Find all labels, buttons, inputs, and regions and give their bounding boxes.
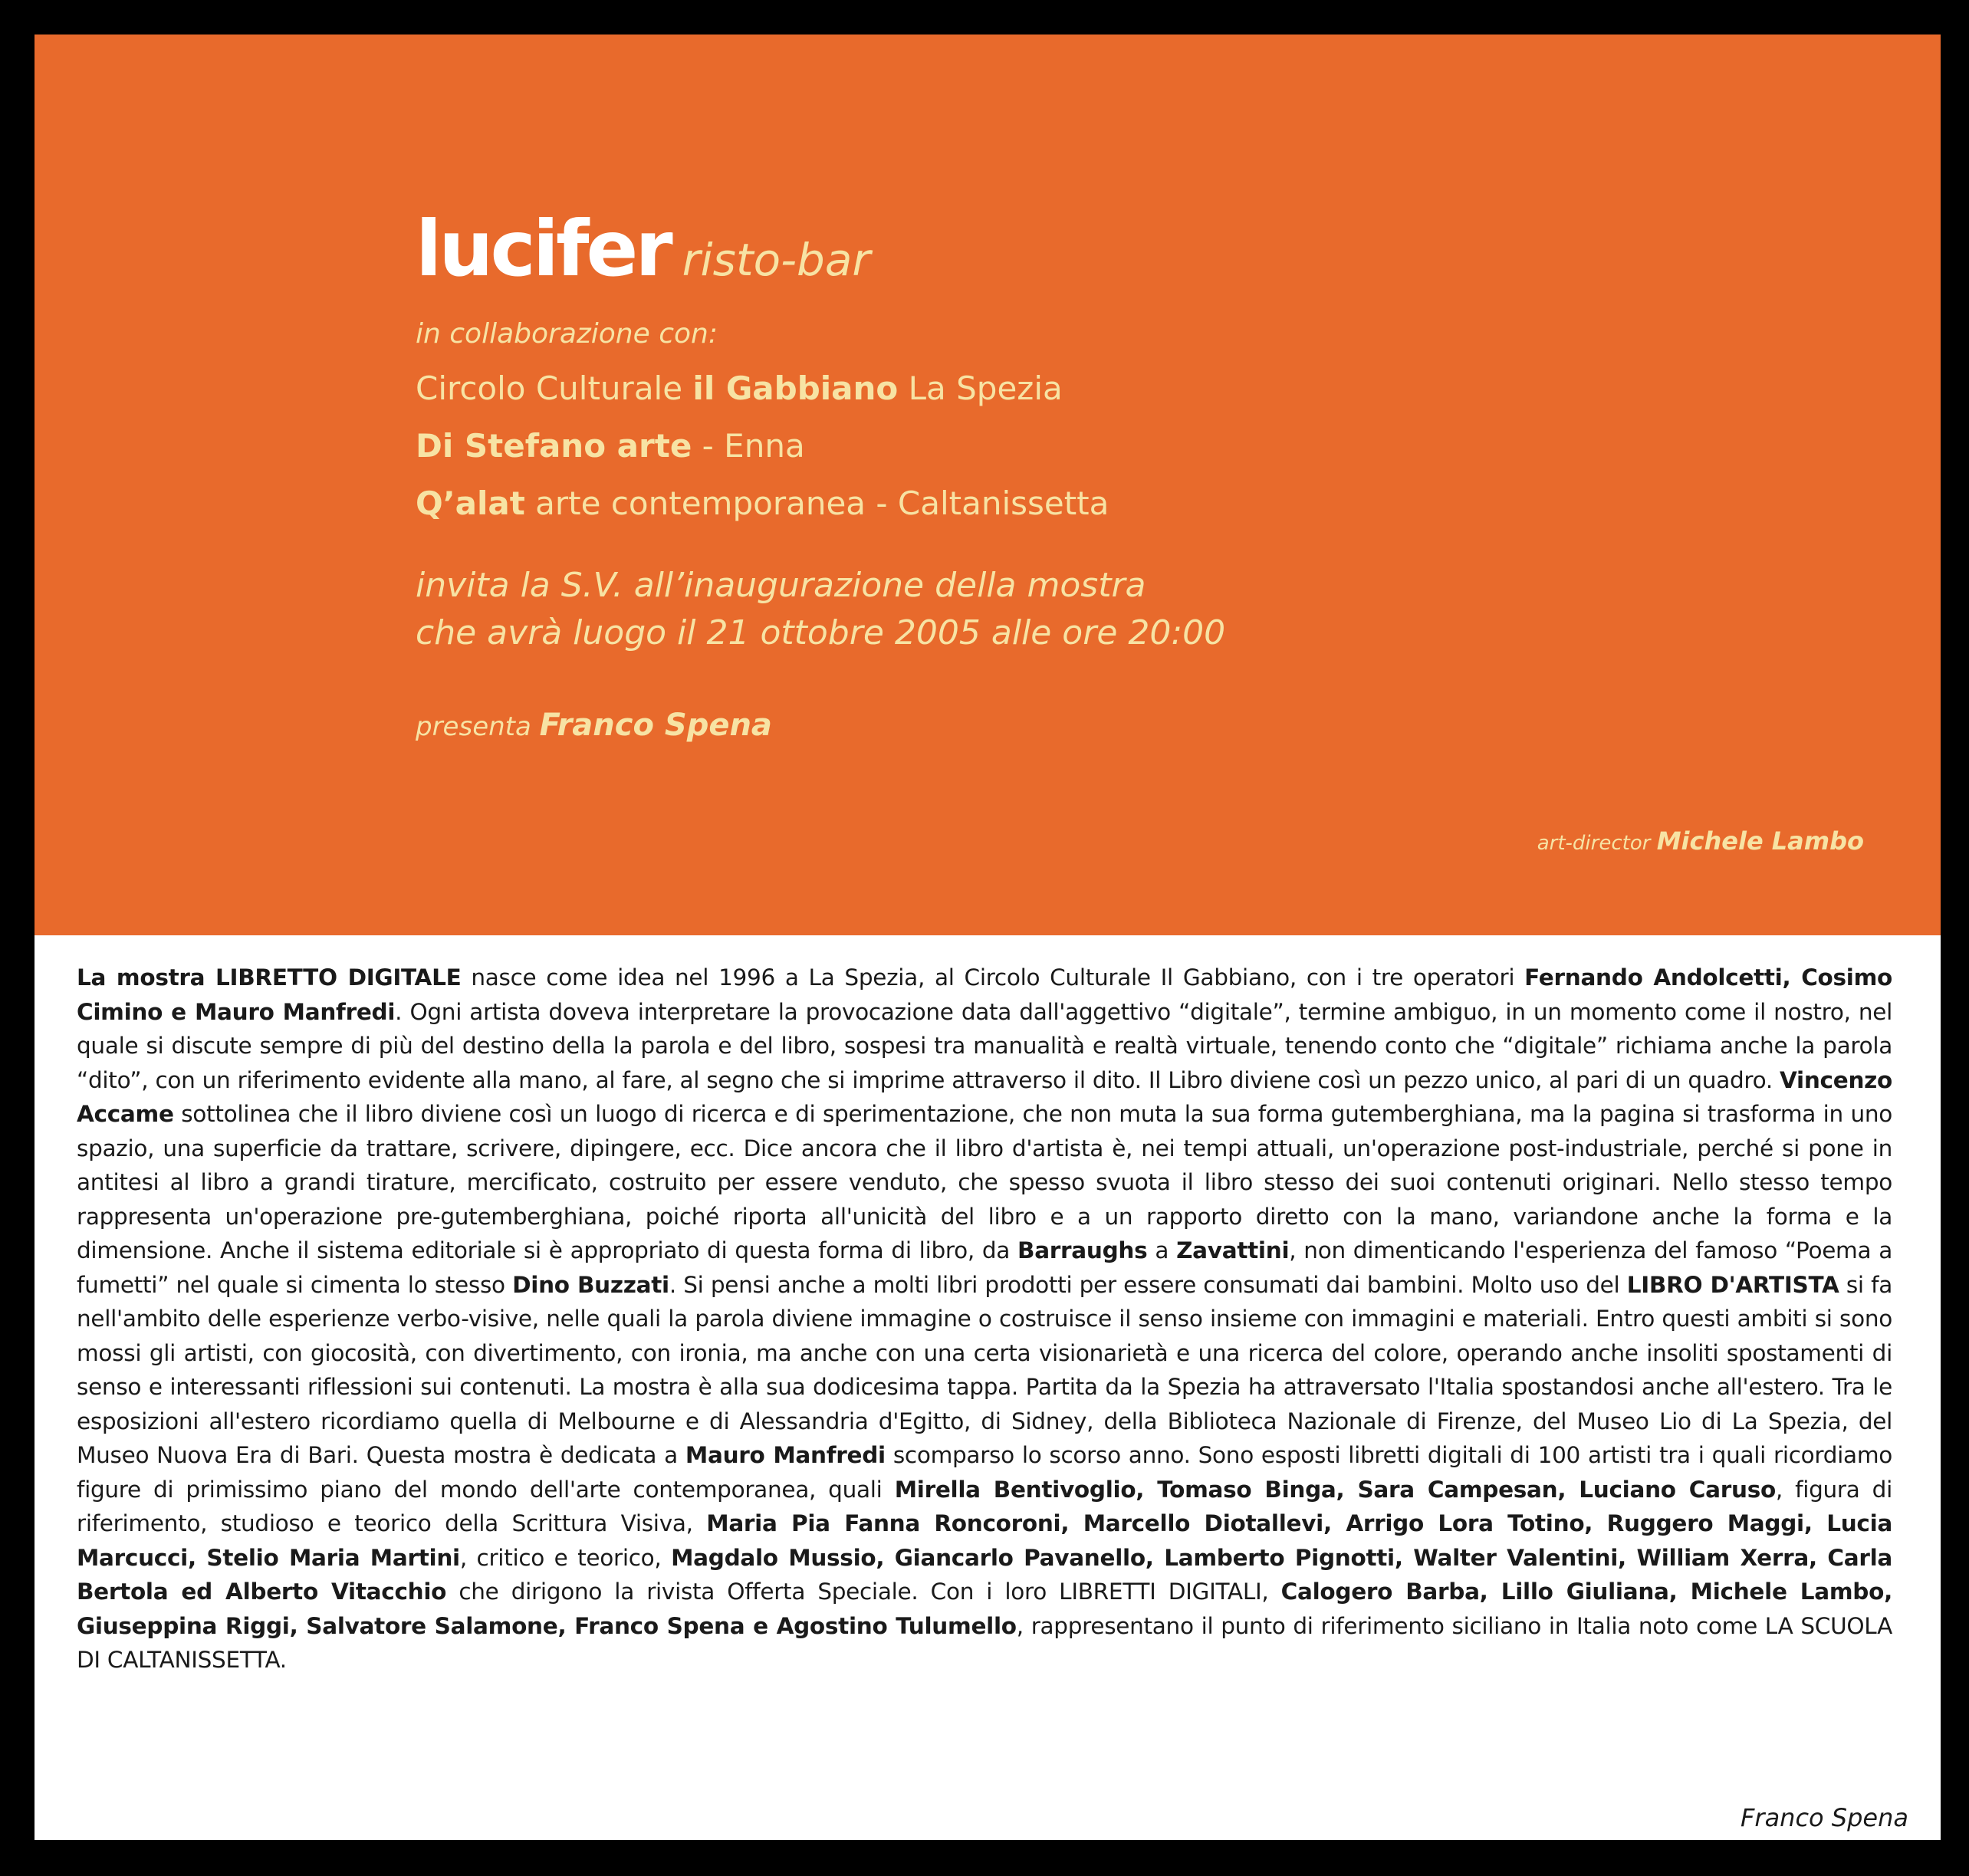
bold-text-run: Mauro Manfredi (685, 1442, 886, 1468)
invitation-header (35, 34, 1941, 935)
bold-text-run: Calogero Barba, Lillo Giuliana, Michele Lambo, Giuseppina Riggi, Salvatore Salamone, Franco Spena e Agostino Tulumello (77, 1579, 1892, 1639)
bold-text-run: Zavattini (1176, 1237, 1290, 1263)
text-run: , figura di riferimento, studioso e teorico della Scrittura Visiva, (77, 1476, 1892, 1536)
bold-text-run: Fernando Andolcetti, Cosimo Cimino e Mauro Manfredi (77, 964, 1892, 1025)
brand-subtitle: risto-bar (682, 234, 871, 286)
collaboration-label: in collaborazione con: (416, 318, 718, 350)
presenter-name: Franco Spena (539, 708, 772, 743)
text-run: , non dimenticando l'esperienza del famoso “Poema a fumetti” nel quale si cimenta lo stesso (77, 1237, 1892, 1298)
text-run: , critico e teorico, (459, 1544, 672, 1571)
bold-text-run: Vincenzo Accame (77, 1066, 1892, 1127)
exhibition-description (35, 935, 1941, 1840)
art-director-label: art-director (1537, 832, 1651, 855)
text-run: . Ogni artista doveva interpretare la provocazione data dall'aggettivo “digitale”, termine ambiguo, in un momento come il nostro, nel quale si discute sempre di più del destino della la parola e del libro, sospesi tra manualità e realtà virtuale, tenendo conto che “digitale” richiama anche la parola “dito”, con un riferimento evidente alla mano, al fare, al segno che si imprime attraverso il dito. Il Libro diviene così un pezzo unico, al pari di un quadro. (77, 998, 1893, 1093)
partner-name: Q’alat (416, 485, 525, 522)
text-run: si fa nell'ambito delle esperienze verbo-visive, nelle quali la parola diviene immagine o costruisce il senso insieme con immagini e materiali. Entro questi ambiti si sono mossi gli artisti, con giocosità, con divertimento, con ironia, ma anche con una certa visionarietà e una ricerca del colore, operando anche insoliti spostamenti di senso e interessanti riflessioni sui contenuti. La mostra è alla sua dodicesima tappa. Partita da la Spezia ha attraversato l'Italia spostandosi anche all'estero. Tra le esposizioni all'estero ricordiamo quella di Melbourne e di Alessandria d'Egitto, di Sidney, della Biblioteca Nazionale di Firenze, del Museo Lio di La Spezia, del Museo Nuova Era di Bari. Questa mostra è dedicata a (77, 1271, 1892, 1468)
partner-location: La Spezia (898, 370, 1063, 407)
bold-text-run: LIBRO D'ARTISTA (1626, 1271, 1839, 1298)
invitation-line: invita la S.V. all’inaugurazione della mostra (416, 566, 1146, 605)
partner-text: Circolo Culturale (416, 370, 693, 407)
partner-line (416, 370, 1225, 407)
brand-logo (416, 204, 1225, 294)
bold-text-run: Dino Buzzati (512, 1271, 669, 1298)
author-signature: Franco Spena (1741, 1803, 1908, 1832)
art-director-name: Michele Lambo (1656, 826, 1864, 856)
bold-text-run: Magdalo Mussio, Giancarlo Pavanello, Lamberto Pignotti, Walter Valentini, William Xerra, Carla Bertola ed Alberto Vitacchio (77, 1544, 1893, 1605)
partner-name: Di Stefano arte (416, 427, 692, 465)
text-run: scomparso lo scorso anno. Sono esposti libretti digitali di 100 artisti tra i quali ricordiamo figure di primissimo piano del mondo dell'arte contemporanea, quali (77, 1442, 1893, 1503)
presenter-line (416, 708, 1225, 743)
partner-name: il Gabbiano (692, 370, 899, 407)
art-director-credit (1537, 826, 1864, 856)
invitation-date-line: che avrà luogo il 21 ottobre 2005 alle ore 20:00 (416, 613, 1226, 652)
text-run: nasce come idea nel 1996 a La Spezia, al Circolo Culturale Il Gabbiano, con i tre operatori (461, 964, 1525, 991)
presenter-label: presenta (416, 711, 531, 742)
text-run: , rappresentano il punto di riferimento siciliano in Italia noto come LA SCUOLA DI CALTANISSETTA. (77, 1612, 1892, 1673)
partner-line (416, 485, 1225, 522)
partner-line (416, 427, 1225, 465)
partner-location: arte contemporanea - Caltanissetta (524, 485, 1109, 522)
text-run: . Si pensi anche a molti libri prodotti per essere consumati dai bambini. Molto uso del (669, 1271, 1627, 1298)
text-run: a (1147, 1237, 1177, 1263)
invitation-block (416, 204, 1226, 743)
invitation-text (416, 562, 1225, 657)
partner-location: - Enna (692, 427, 805, 465)
bold-text-run: Barraughs (1017, 1237, 1148, 1263)
text-run: sottolinea che il libro diviene così un luogo di ricerca e di sperimentazione, che non muta la sua forma gutemberghiana, ma la pagina si trasforma in uno spazio, una superficie da trattare, scrivere, dipingere, ecc. Dice ancora che il libro d'artista è, nei tempi attuali, un'operazione post-industriale, perché si pone in antitesi al libro a grandi tirature, mercificato, costruito per essere venduto, che spesso svuota il libro stesso dei suoi contenuti originari. Nello stesso tempo rappresenta un'operazione pre-gutemberghiana, poiché riporta all'unicità del libro e a un rapporto diretto con la mano, variandone anche la forma e la dimensione. Anche il sistema editoriale si è appropriato di questa forma di libro, da (77, 1101, 1892, 1263)
description-paragraph (77, 961, 1892, 1677)
bold-text-run: Maria Pia Fanna Roncoroni, Marcello Diotallevi, Arrigo Lora Totino, Ruggero Maggi, Lucia Marcucci, Stelio Maria Martini (77, 1510, 1893, 1571)
brand-name: lucifer (416, 204, 670, 294)
bold-text-run: La mostra LIBRETTO DIGITALE (77, 964, 462, 991)
bold-text-run: Mirella Bentivoglio, Tomaso Binga, Sara Campesan, Luciano Caruso (894, 1476, 1776, 1503)
text-run: che dirigono la rivista Offerta Speciale. Con i loro LIBRETTI DIGITALI, (446, 1579, 1281, 1605)
